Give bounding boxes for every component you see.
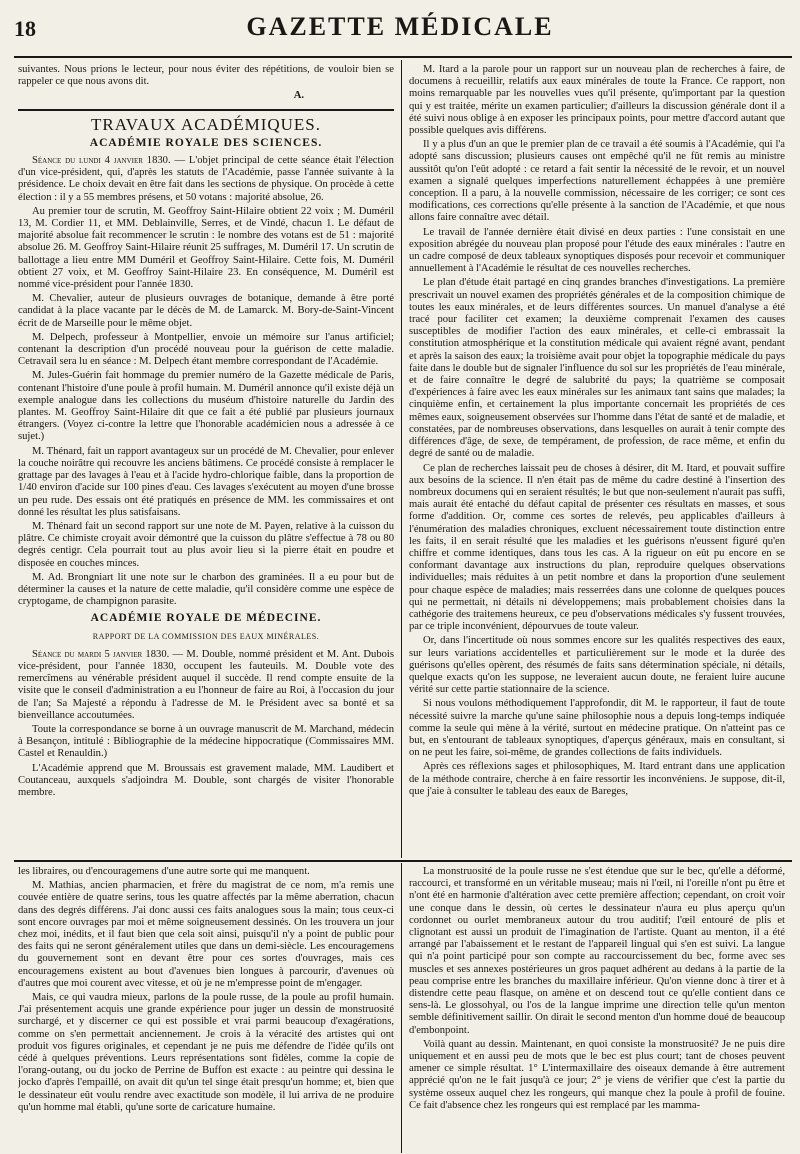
paragraph: Voilà quant au dessin. Maintenant, en quoi consiste la monstruosité? Je ne puis dire uniquement et en aussi peu de mots que le bec est plus court; tant de choses peuvent amener ce simple résultat. 1° L'intermaxillaire des oiseaux demande à être autrement apprécié qu'on ne le fait jusqu'à ce jour; 2° je viens de vérifier que c'est la partie du système osseux auquel chez les rongeurs, qui manque chez la poule à profil de fouine. Ce fait d'absence chez les rongeurs qui est remplacé par les mamma- [409, 1038, 785, 1111]
paragraph: Il y a plus d'un an que le premier plan de ce travail a été soumis à l'Académie, qui l'a adopté sans discussion; plusieurs causes ont empêché qu'il ne fût remis au ministre aussitôt qu'on l'eût adopté : ce retard a fait sentir la nécessité de le revoir, et un nouvel examen a signalé quelques imperfections naturellement échappées à une première conception. Il a paru, à la nouvelle commission, nécessaire de les corriger; ce sont ces modifications, ces corrections qu'elle présente à la sanction de l'Académie, et que nous allons faire connaître avec détail. [409, 139, 785, 224]
paragraph: Après ces réflexions sages et philosophiques, M. Itard entrant dans une application de la méthode contraire, cherche à en faire ressortir les inconvéniens. Je suppose, dit-il, que j'aie à consulter le tableau des eaux de Bareges, [409, 761, 785, 797]
column-divider [401, 60, 402, 858]
intro-text: suivantes. Nous prions le lecteur, pour nous éviter des répétitions, de vouloir bien se rappeler ce que nous avons dit. [18, 64, 394, 88]
paragraph: les libraires, ou d'encouragemens d'une autre sorte qui me manquent. [18, 866, 310, 877]
paragraph: Mais, ce qui vaudra mieux, parlons de la poule russe, de la poule au profil humain. J'ai présentement acquis une grande expérience pour juger un dessin de monstruosité surchargé, et y discerner ce qui est possible et vrai parmi beaucoup d'exagérations, comme on s'en permettait anciennement. Je crois à la véracité des artistes qui ont produit vos figures originales, et cependant je ne puis me défendre de l'idée qu'ils ont cédé à quelques préventions. Leurs représentations sont fidèles, comme la copie de l'orang-outang, ou du jocko de Perrine de Buffon est exacte : au peintre qui dessina le jocko d'après l'empaillé, on avait dit qu'un tel singe était presqu'un homme; et, bien que le dessinateur eût voulu rendre avec exactitude son modèle, il lui arriva de ne produire qu'un homme mal établi, qu'une sorte de caricature humaine. [18, 992, 394, 1113]
rapport-subheading: RAPPORT DE LA COMMISSION DES EAUX MINÉRALES. [92, 631, 320, 641]
seance-1-text: — L'objet principal de cette séance était l'élection d'un vice-président, qui, d'après les statuts de l'Académie, passe l'année suivante à la présidence. Le choix devait en être fait dans les sections de physique. On procède à cette élection : il y a 55 membres présens, et 50 votans : majorité absolue, 26. [18, 155, 394, 203]
paragraph: Si nous voulons méthodiquement l'approfondir, dit M. le rapporteur, il faut de toute nécessité suivre la marche qu'une saine philosophie nous a depuis long-temps indiquée comme la seule qui mène à la vérité, surtout en médecine pratique. On n'atteint pas ce but, en s'entourant de tableaux synoptiques, d'aperçus généraux, mais en consultant, si on ne peut les faire, soi-même, de grandes collections de faits individuels. [409, 698, 785, 759]
feuilleton-rule [14, 860, 792, 862]
signature: A. [293, 90, 304, 102]
paragraph: M. Thénard fait un second rapport sur une note de M. Payen, relative à la cuisson du plâtre. Ce chimiste croyait avoir démontré que la cuisson du plâtre s'effectue à 78 ou 80 degrés centigr. Cela pourrait tout au plus avoir lieu si la pierre était en poudre et disposée en couches minces. [18, 520, 394, 569]
paragraph: Toute la correspondance se borne à un ouvrage manuscrit de M. Marchand, médecin à Besançon, intitulé : Bibliographie de la médecine hippocratique (Commissaires MM. Castel et Renauldin.) [18, 723, 394, 760]
academie-sciences-heading: ACADÉMIE ROYALE DES SCIENCES. [89, 136, 323, 149]
bottom-right-column [409, 866, 785, 1148]
seance-2-label: Séance du mardi 5 janvier 1830. [32, 648, 170, 660]
paragraph: La monstruosité de la poule russe ne s'est étendue que sur le bec, qu'elle a déformé, raccourci, et transformé en un véritable museau; mais ni l'œil, ni l'oreille n'ont pu être et n'ont été en harmonie d'altération avec cette première affection; cependant, on croit voir une conque dans le dessin, où certes le dessinateur n'aura eu plus aperçu qu'un cordonnet ou ourlet membraneux autour du trou auditif; l'œil entouré de plis et clignotant est aussi un produit de l'imagination de l'artiste. Quant au menton, il a été arrangé par l'abaissement et le restant de l'appareil lingual qui s'en est suivi. La langue qui n'a point participé pour son compte au raccourcissement du bec, forme avec ses muscles et ses annexes postérieures un gros paquet adhérent au dedans à la partie de la peau comprise entre les branches du maxillaire inférieur. Qu'on vienne donc à tirer et à distendre cette peau flasque, on amène et on descend tout ce qu'elle contient dans ce sens-là. Le glossohyal, ou l'os de la langue imprime une direction telle qu'un menton semble définitivement saillir. On dirait le second menton d'un homme doué de beaucoup d'embonpoint. [409, 866, 785, 1036]
paragraph: Or, dans l'incertitude où nous sommes encore sur les qualités respectives des eaux, sur leurs variations accidentelles et particulièrement sur le mode et la durée des guérisons qu'elles opèrent, des résumés de faits sans détermination spéciale, ni détails, quelque exacts qu'on les suppose, ne leveraient aucun doute, ne feraient luire aucune vérité sur cette partie stationnaire de la science. [409, 635, 785, 696]
left-column [18, 64, 394, 854]
section-rule [18, 109, 394, 111]
header-rule [14, 56, 792, 58]
seance-2-paragraph [18, 649, 394, 722]
page-number: 18 [14, 16, 36, 41]
masthead-title: GAZETTE MÉDICALE [246, 12, 554, 41]
academie-medecine-heading: ACADÉMIE ROYALE DE MÉDECINE. [90, 612, 322, 625]
paragraph: L'Académie apprend que M. Broussais est gravement malade, MM. Laudibert et Coutanceau, auxquels s'adjoindra M. Double, sont chargés de visiter l'honorable membre. [18, 762, 394, 798]
paragraph: Le travail de l'année dernière était divisé en deux parties : l'une consistait en une exposition abrégée du nouveau plan proposé pour l'étude des eaux minérales : l'autre en un cadre composé de deux tableaux synoptiques disposés pour recevoir et communiquer annuellement à l'Académie le résultat de ces nouvelles recherches. [409, 226, 785, 275]
paragraph: M. Delpech, professeur à Montpellier, envoie un mémoire sur l'anus artificiel; contenant la description d'un procédé nouveau pour la guérison de cette maladie. Cetravail sera lu en séance : M. Delpech étant membre correspondant de l'Académie. [18, 331, 394, 368]
paragraph: Au premier tour de scrutin, M. Geoffroy Saint-Hilaire obtient 22 voix ; M. Duméril 13, M. Cordier 11, et MM. Deblainville, Serres, et de Vindé, chacun 1. Le défaut de majorité absolue fait recommencer le scrutin : le nombre des votans est de 51 : majorité absolue 26. M. Geoffroy Saint-Hilaire réunit 25 suffrages, M. Duméril 17. Un scrutin de ballottage a lieu entre MM Duméril et Geoffroy Saint-Hilaire. Cette fois, M. Duméril obtient 27 voix, et M. Geoffroy Saint-Hilaire 23. En conséquence, M. Duméril est nommé vice-président pour l'année 1830. [18, 205, 394, 291]
paragraph: M. Jules-Guérin fait hommage du premier numéro de la Gazette médicale de Paris, contenant l'histoire d'une poule à profil humain. M. Duméril annonce qu'il existe déjà un exemple analogue dans les collections du muséum d'histoire naturelle du Jardin des plantes. M. Geoffroy Saint-Hilaire dit que ce fait a été publié par plusieurs journaux étrangers. (Voyez ci-contre la lettre que l'honorable académicien nous a adressée à ce sujet.) [18, 370, 394, 443]
seance-1-label: Séance du lundi 4 janvier 1830. [32, 155, 171, 167]
paragraph: M. Thénard, fait un rapport avantageux sur un procédé de M. Chevalier, pour enlever la couche noirâtre qui recouvre les anciens bâtimens. Ce procédé consiste à remplacer le grattage par des lavages à l'eau et à l'acide hydro-chlorique faible, dans la proportion de 1/40 environ d'acide sur 100 pines d'eau. Ces lavages s'exécutent au moyen d'une brosse un peu rude. Des essais ont été pratiqués en présence de MM. les commissaires et ont donné les résultat les plus satisfaisans. [18, 445, 394, 518]
paragraph: M. Ad. Brongniart lit une note sur le charbon des graminées. Il a eu pour but de déterminer la causes et la nature de cette maladie, qu'il considère comme une espèce de cryptogame, de champignon parasite. [18, 571, 394, 608]
paragraph: M. Mathias, ancien pharmacien, et frère du magistrat de ce nom, m'a remis une couvée entière de quatre serins, tous les quatre affectés par la même aberration, chacun dans des degrés différens. J'ai donc aussi ces faits analogues sous la main; tous ceux-ci sont encore ouvrages par moi et même soigneusement dessinés. On les trouvera un jour chez moi, inédits, et il faut bien que cela soit ainsi, puisqu'il n'y a point de public pour des faits qui ne seront généralement utiles que dans un demi-siècle. Les encouragemens du gouvernement sont en devant être pour ces sortes d'ouvrages, mais ces encouragemens existent au bout d'avenues bien longues à parcourir, d'avenues où d'autres que moi courent avec vitesse, et où je ne m'empresse point de m'engager. [18, 880, 394, 989]
paragraph: Ce plan de recherches laissait peu de choses à désirer, dit M. Itard, et pouvait suffire aux besoins de la science. Il n'en était pas de même du cadre destiné à l'insertion des nombreux documens qui en seraient résultés; le but que non-seulement n'aurait pas suffi, mais aurait été entaché du défaut capital de présenter ces résultats en masses, et sous forme d'addition. Or, comme ces sortes de relevés, peu applicables d'ailleurs à l'énumération des maladies chroniques, excluent nécessairement toute distinction entre les faits, il en serait résulté que les maladies et les guérisons n'eussent figuré qu'en chiffre et comme identiques, dans tous les cas. A la rigueur on eût pu encore en se conformant davantage aux instructions du plan, reproduire quelques observations individuelles; mais réduites à un petit nombre et dans la proportion d'une seulement pour chaque espèce de maladies; mais resserrées dans une colonne de quelques pouces qui ne permettait, ni détails ni développemens; mais probablement choisies dans la cathégorie des traitemens heureux, ce peu d'observations médicales s'y fussent trouvées, par ce triple inconvénient, dépourvues de toute valeur. [409, 462, 785, 633]
section-title: TRAVAUX ACADÉMIQUES. [90, 114, 321, 134]
paragraph: M. Chevalier, auteur de plusieurs ouvrages de botanique, demande à être porté candidat à la place vacante par le décès de M. de Lamarck. M. Bory-de-Saint-Vincent écrit de de Marseille pour le même objet. [18, 293, 394, 329]
seance-1-paragraph [18, 155, 394, 204]
column-divider [401, 863, 402, 1153]
seance-2-text: — M. Double, nommé président et M. Ant. Dubois vice-président, pour l'année 1830, occupent les fauteuils. M. Double vote des remercîmens au vénérable président auquel il succède. Il rend compte ensuite de la visite que le conseil d'administration a eu l'honneur de faire au Roi, à l'occasion du jour de l'an; Sa Majesté a répondu à l'adresse de M. le Président avec sa bonté et sa bienveillance accoutumées. [18, 648, 394, 721]
paragraph: Le plan d'étude était partagé en cinq grandes branches d'investigations. La première prescrivait un nouvel examen des propriétés générales et de la composition chimique de toutes les eaux minérales, et de leurs différentes sources. Un manuel d'analyse a été tracé pour faciliter cet examen; la deuxième comprenait l'examen des causes susceptibles de modifier l'action des eaux minérales, et celle-ci embrassait la constitution atmosphérique et la constitution médicale qui avaient régné avant, pendant et après la saison des eaux; la troisième avait pour objet la topographie médicale du pays faite dans le double but de signaler l'influence du sol sur les propriétés de l'eau minérale, et de faire connaître le degré de salubrité du pays; la quatrième se composait d'expériences à faire avec les eaux minérales sur les animaux tant sains que malades; la cinquième enfin, et certainement la plus importante concernait les propriétés de ces mêmes eaux, soigneusement observées sur l'homme dans l'état de santé et de maladie, et constatées, par de nombreuses observations, dans lesquelles on aurait à tenir compte des différences d'âge, de sexe, de tempérament, de profession, de race même, et enfin du degré de santé ou de maladie. [409, 277, 785, 460]
right-column [409, 64, 785, 854]
bottom-left-column [18, 866, 394, 1148]
paragraph: M. Itard a la parole pour un rapport sur un nouveau plan de recherches à faire, de documens à recueillir, relatifs aux eaux minérales de toute la France. Ce rapport, non moins remarquable par les nouvelles vues qu'il présente, qu'important par la question qui y est traitée, mérite un examen particulier; d'ailleurs la discussion générale dont il a été suivi nous oblige à en exposer les principaux points, pour mettre d'accord autant que possible quelques avis différens. [409, 64, 785, 137]
